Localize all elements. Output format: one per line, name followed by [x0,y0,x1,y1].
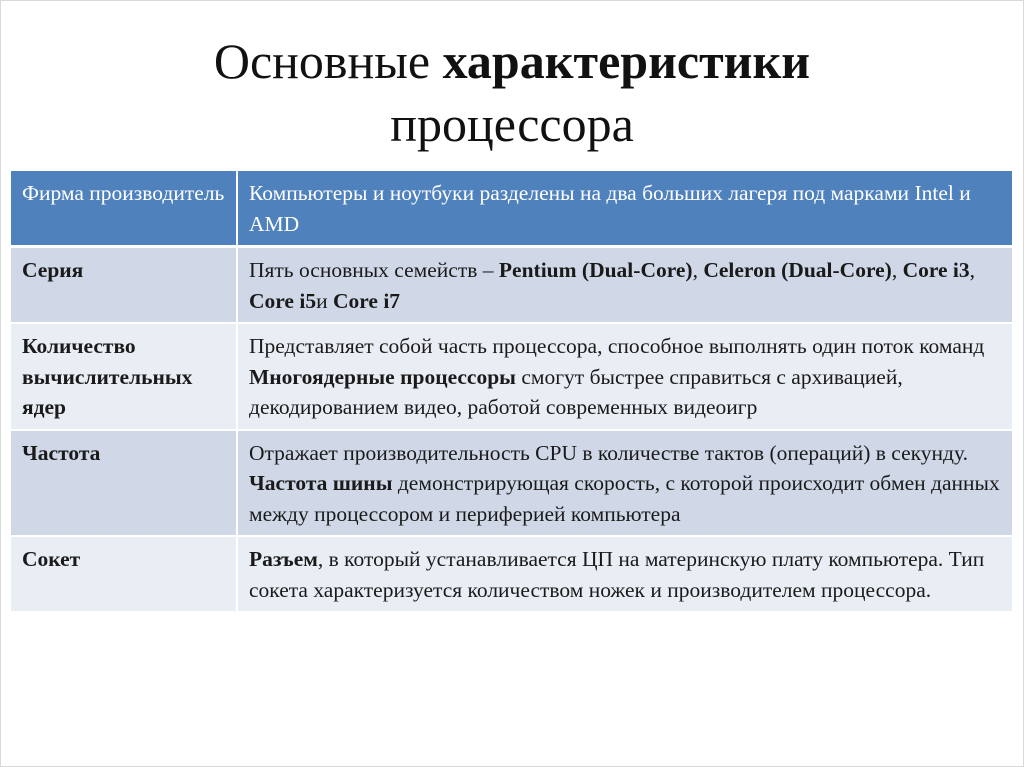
header-text: Компьютеры и ноутбуки разделены на два больших лагеря под марками Intel и AMD [237,171,1013,247]
text-bold: Частота шины [249,471,393,495]
text-bold: Core i7 [332,288,401,313]
slide-title [0,30,1024,156]
row-label: Сокет [11,536,237,612]
text-plain: , [891,258,903,282]
title-bold: характеристики [442,33,811,89]
table-row-cores [11,323,1013,430]
characteristics-table [11,171,1014,613]
text-bold: Celeron (Dual-Core) [703,258,892,282]
table-row-socket [11,536,1013,612]
header-label: Фирма производитель [11,171,237,247]
text-plain: , [692,258,704,282]
text-plain: и [316,288,333,313]
text-plain: Отражает производительность CPU в количестве тактов (операций) в секунду. [249,440,968,465]
text-plain: демонстрирующая скорость, с которой происходит обмен данных между процессором и периферией компьютера [249,471,1000,526]
text-plain: , [969,258,976,282]
table-header-row [11,171,1013,247]
text-plain: Пять основных семейств – [249,258,499,282]
title-line2: процессора [390,96,634,152]
row-description [237,430,1013,537]
row-description [237,536,1013,612]
row-label: Серия [11,247,237,324]
table-row-frequency [11,430,1013,537]
text-bold: Pentium (Dual-Core) [498,258,693,282]
text-plain: смогут быстрее справиться с архивацией, декодированием видео, работой современных видеоигр [249,364,903,419]
text-bold: Core i5 [249,288,317,313]
row-label: Частота [11,430,237,537]
text-bold: Core i3 [902,258,970,282]
row-description [237,247,1013,324]
row-description [237,323,1013,430]
text-bold: Многоядерные процессоры [249,364,516,389]
text-plain: Представляет собой часть процессора, способное выполнять один поток команд [249,334,985,358]
table-row-series [11,247,1013,324]
row-label: Количество вычислительных ядер [11,323,237,430]
text-bold: Разъем [249,547,318,571]
title-regular: Основные [213,33,443,89]
text-plain: , в который устанавливается ЦП на материнскую плату компьютера. Тип сокета характеризуется количеством ножек и производителем процессора. [249,547,985,602]
